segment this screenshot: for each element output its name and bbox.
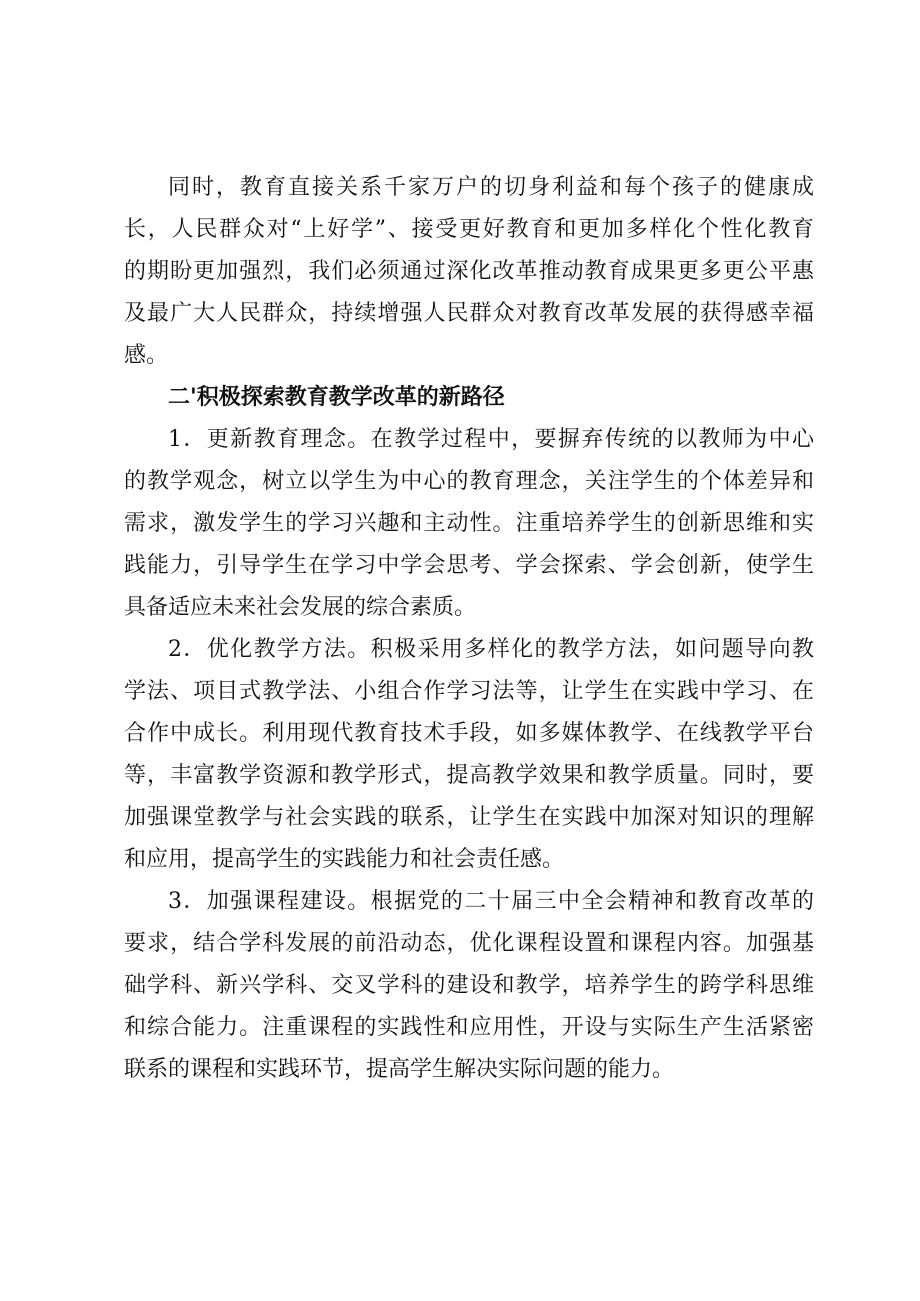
- paragraph-line: 的期盼更加强烈，我们必须通过深化改革推动教育成果更多更公平惠: [124, 259, 814, 284]
- paragraph-line: 3．加强课程建设。根据党的二十届三中全会精神和教育改革的: [168, 889, 814, 914]
- paragraph-intro: [124, 167, 814, 377]
- paragraph-line: 同时，教育直接关系千家万户的切身利益和每个孩子的健康成: [168, 175, 814, 200]
- paragraph-line: 等，丰富教学资源和教学形式，提高教学效果和教学质量。同时，要: [124, 763, 814, 788]
- paragraph-line: 的教学观念，树立以学生为中心的教育理念，关注学生的个体差异和: [124, 469, 814, 494]
- paragraph-item-1: [124, 419, 814, 629]
- paragraph-line: 践能力，引导学生在学习中学会思考、学会探索、学会创新，使学生: [124, 553, 814, 578]
- paragraph-line: 础学科、新兴学科、交叉学科的建设和教学，培养学生的跨学科思维: [124, 973, 814, 998]
- paragraph-line: 2．优化教学方法。积极采用多样化的教学方法，如问题导向教: [168, 637, 814, 662]
- paragraph-item-3: [124, 881, 814, 1091]
- paragraph-line: 加强课堂教学与社会实践的联系，让学生在实践中加深对知识的理解: [124, 805, 814, 830]
- paragraph-line: 和综合能力。注重课程的实践性和应用性，开设与实际生产生活紧密: [124, 1015, 814, 1040]
- paragraph-line: 要求，结合学科发展的前沿动态，优化课程设置和课程内容。加强基: [124, 931, 814, 956]
- paragraph-line: 及最广大人民群众，持续增强人民群众对教育改革发展的获得感幸福: [124, 301, 814, 326]
- paragraph-line: 学法、项目式教学法、小组合作学习法等，让学生在实践中学习、在: [124, 679, 814, 704]
- paragraph-line: 需求，激发学生的学习兴趣和主动性。注重培养学生的创新思维和实: [124, 511, 814, 536]
- paragraph-line: 1．更新教育理念。在教学过程中，要摒弃传统的以教师为中心: [168, 427, 814, 452]
- section-heading: 二'积极探索教育教学改革的新路径: [168, 385, 505, 410]
- paragraph-line: 长，人民群众对“上好学”、接受更好教育和更加多样化个性化教育: [124, 217, 814, 242]
- paragraph-line: 具备适应未来社会发展的综合素质。: [124, 595, 477, 620]
- paragraph-line: 合作中成长。利用现代教育技术手段，如多媒体教学、在线教学平台: [124, 721, 814, 746]
- paragraph-line: 联系的课程和实践环节，提高学生解决实际问题的能力。: [124, 1057, 675, 1082]
- document-body: [124, 167, 814, 1091]
- paragraph-item-2: [124, 629, 814, 881]
- paragraph-line: 感。: [124, 343, 169, 368]
- paragraph-line: 和应用，提高学生的实践能力和社会责任感。: [124, 847, 565, 872]
